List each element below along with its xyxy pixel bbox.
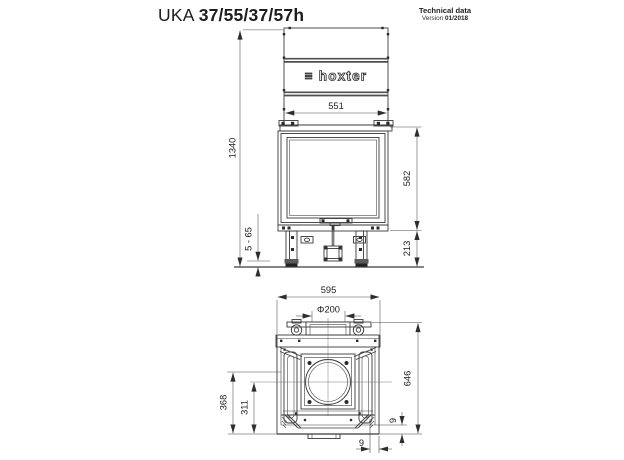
dim-label-flue-diameter: Φ200	[317, 304, 340, 315]
title-prefix: UKA	[158, 5, 194, 25]
door-glass-inner	[290, 140, 377, 216]
dim-label-lip-side: 9	[358, 438, 365, 448]
title-model: 37/55/37/57h	[198, 5, 305, 25]
front-view-dimensions	[240, 30, 422, 277]
center-bracket	[324, 225, 342, 261]
base-plate-fittings	[282, 226, 380, 230]
hood-band-lower	[285, 92, 388, 95]
technical-data-label: Technical data	[418, 6, 472, 15]
leg-left	[286, 231, 297, 263]
version-value: 01/2018	[445, 15, 469, 23]
dim-label-lip-bottom: 9	[388, 417, 398, 424]
dim-label-total-height: 1340	[227, 137, 238, 159]
leveling-foot-left	[285, 259, 299, 267]
dim-label-depth-center: 311	[239, 400, 250, 415]
mounting-bracket-left	[301, 237, 313, 244]
leveling-foot-right	[355, 259, 369, 267]
front-elevation-view	[234, 27, 424, 267]
dim-label-hood-width: 551	[328, 101, 344, 111]
dim-label-base-height: 213	[402, 240, 412, 257]
body-outline	[228, 335, 422, 453]
plan-view-dimensions	[227, 297, 422, 449]
version-label: Version	[421, 15, 444, 23]
dim-label-depth-outer: 368	[218, 394, 229, 411]
logo-mark: ≡	[304, 68, 314, 84]
centerlines	[250, 318, 392, 416]
hoxter-logo	[305, 69, 368, 84]
dim-label-overall-depth: 646	[402, 370, 413, 387]
dim-label-overall-width: 595	[320, 285, 337, 295]
door-frame	[281, 134, 385, 223]
hood-band-upper	[285, 59, 388, 62]
logo-brand: hoxter	[318, 68, 368, 84]
bottom-tab	[308, 434, 340, 439]
side-channel-right	[359, 352, 372, 423]
firebox-outline	[278, 131, 388, 225]
dim-label-firebox-height: 582	[402, 170, 412, 187]
plan-view	[228, 318, 422, 453]
leg-right	[356, 231, 367, 263]
dim-label-foot-range: 5 - 65	[243, 227, 254, 251]
door-glass	[287, 138, 379, 219]
